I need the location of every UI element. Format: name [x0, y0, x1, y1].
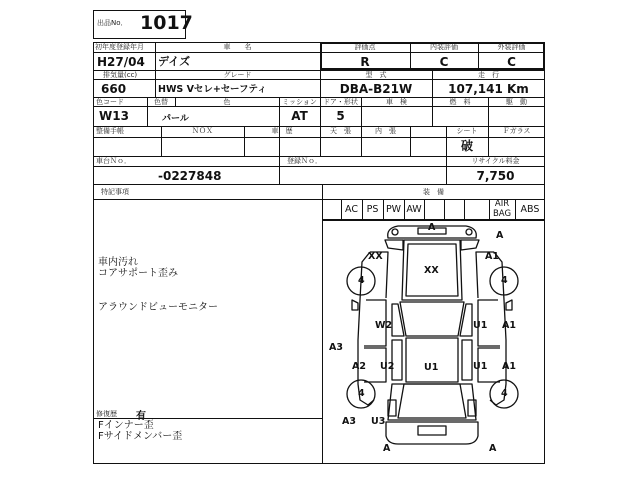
grade-value: HWS Vセレ+セーフティ	[158, 84, 267, 95]
damage-left-rear-window: U2	[380, 361, 395, 372]
damage-rear-glass: U3	[371, 416, 386, 427]
mileage-value: 107,141 Km	[448, 82, 529, 96]
inspection-label: 車 検	[386, 98, 407, 106]
mileage-label: 走 行	[478, 71, 499, 79]
nox-label: ＮＯＸ	[192, 127, 213, 135]
damage-hood: XX	[424, 265, 439, 276]
interior-label: 内装評価	[430, 43, 458, 51]
damage-right-front-door: A1	[502, 320, 516, 331]
model-name-value: デイズ	[158, 55, 191, 68]
doors-value: 5	[336, 109, 345, 123]
equip-pw: PW	[385, 204, 402, 215]
sunroof-label: 天 張	[330, 127, 351, 135]
damage-left-rear-door: A2	[352, 361, 366, 372]
equip-aw: AW	[406, 204, 422, 215]
damage-front-right-corner: A	[496, 230, 504, 241]
damage-tire-front-right: 4	[501, 275, 508, 286]
displacement-value: 660	[101, 82, 127, 96]
damage-right-rear-door: A1	[502, 361, 516, 372]
model-name-label: 車 名	[223, 43, 252, 51]
repair-label: 修復歴	[96, 410, 117, 418]
damage-tire-front-left: 4	[358, 275, 365, 286]
color-value: パール	[162, 114, 189, 124]
fuel-label: 燃 料	[449, 98, 471, 106]
f-glass-label: Ｆガラス	[502, 127, 531, 135]
equip-ps: PS	[366, 204, 379, 215]
damage-rear-bumper-left: A	[383, 443, 391, 454]
damage-right-rear-window: U1	[473, 361, 488, 372]
repair-note-side-member: Fサイドメンバー歪	[98, 431, 183, 442]
recycle-label: リサイクル料金	[471, 157, 520, 165]
color-code-value: W13	[99, 109, 129, 123]
right-window-front	[460, 304, 472, 336]
left-window-front	[392, 304, 404, 336]
equip-ac: AC	[345, 204, 358, 215]
damage-windshield: W2	[375, 320, 393, 331]
damage-left-side: A3	[329, 342, 343, 353]
windshield	[400, 302, 464, 336]
remark-core-support: コアサポート歪み	[98, 268, 178, 279]
rear-glass	[398, 384, 466, 418]
damage-front-bumper: A	[428, 222, 436, 233]
equipment-label: 装 備	[423, 188, 444, 196]
rear-bumper-outline	[386, 422, 478, 444]
damage-roof: U1	[424, 362, 439, 373]
score-value: R	[360, 55, 370, 69]
doors-label: ドア・形状	[323, 98, 358, 106]
registration-label: 登録Ｎｏ．	[287, 157, 322, 165]
history-label: 車 歴	[271, 127, 293, 135]
repair-value: 有	[136, 411, 146, 422]
damage-rear-left-quarter: A3	[342, 416, 356, 427]
damage-rear-bumper-right: A	[489, 443, 497, 454]
color-type-label: 色替	[154, 98, 168, 106]
fog-right	[466, 229, 472, 235]
transmission-value: AT	[291, 109, 308, 123]
drive-label: 駆 動	[506, 98, 527, 106]
score-label: 評価点	[354, 43, 376, 51]
chassis-value: -0227848	[158, 169, 222, 183]
damage-tire-rear-left: 4	[358, 388, 365, 399]
first-reg-value: H27/04	[97, 55, 145, 69]
interior-value: C	[439, 55, 449, 69]
equip-abs: ABS	[520, 204, 540, 215]
headlight-left	[385, 240, 403, 250]
color-label: 色	[223, 98, 231, 106]
mirror-left	[352, 300, 358, 310]
recycle-value: 7,750	[476, 169, 515, 183]
lot-label: 出品No．	[97, 19, 128, 27]
grade-label: グレード	[223, 71, 252, 79]
seat-label: シート	[456, 127, 478, 135]
exterior-value: C	[507, 55, 516, 69]
right-window-rear	[462, 340, 472, 380]
mirror-right	[506, 300, 512, 310]
headlight-right	[461, 240, 479, 250]
color-code-label: 色コード	[96, 98, 124, 106]
remark-around-view-monitor: アラウンドビューモニター	[98, 302, 218, 313]
fog-left	[392, 229, 398, 235]
transmission-label: ミッション	[282, 98, 317, 106]
model-type-value: DBA-B21W	[339, 82, 413, 96]
maintenance-label: 整備手帳	[96, 127, 124, 135]
displacement-label: 排気量(cc)	[103, 71, 138, 79]
model-type-label: 型 式	[365, 71, 387, 79]
chassis-label: 車台Ｎｏ．	[96, 157, 131, 165]
damage-front-left-headlight: XX	[368, 251, 383, 262]
lot-number: 1017	[140, 12, 193, 34]
rear-plate	[418, 426, 446, 435]
interior-upholstery-label: 内 張	[375, 127, 396, 135]
damage-right-front-glass: U1	[473, 320, 488, 331]
roof	[406, 338, 458, 382]
left-window-rear	[392, 340, 402, 380]
exterior-label: 外装評価	[497, 43, 526, 51]
damage-front-right-fender: A1	[485, 251, 499, 262]
damage-tire-rear-right: 4	[501, 388, 508, 399]
equip-airbag: AIR BAG	[492, 199, 512, 219]
repair-note-inner: Fインナー歪	[98, 420, 154, 431]
seat-value: 破	[460, 139, 473, 153]
remarks-label: 特記事項	[101, 188, 129, 196]
remark-dirty-interior: 車内汚れ	[98, 257, 138, 268]
first-reg-label: 初年度登録年月	[95, 43, 144, 51]
